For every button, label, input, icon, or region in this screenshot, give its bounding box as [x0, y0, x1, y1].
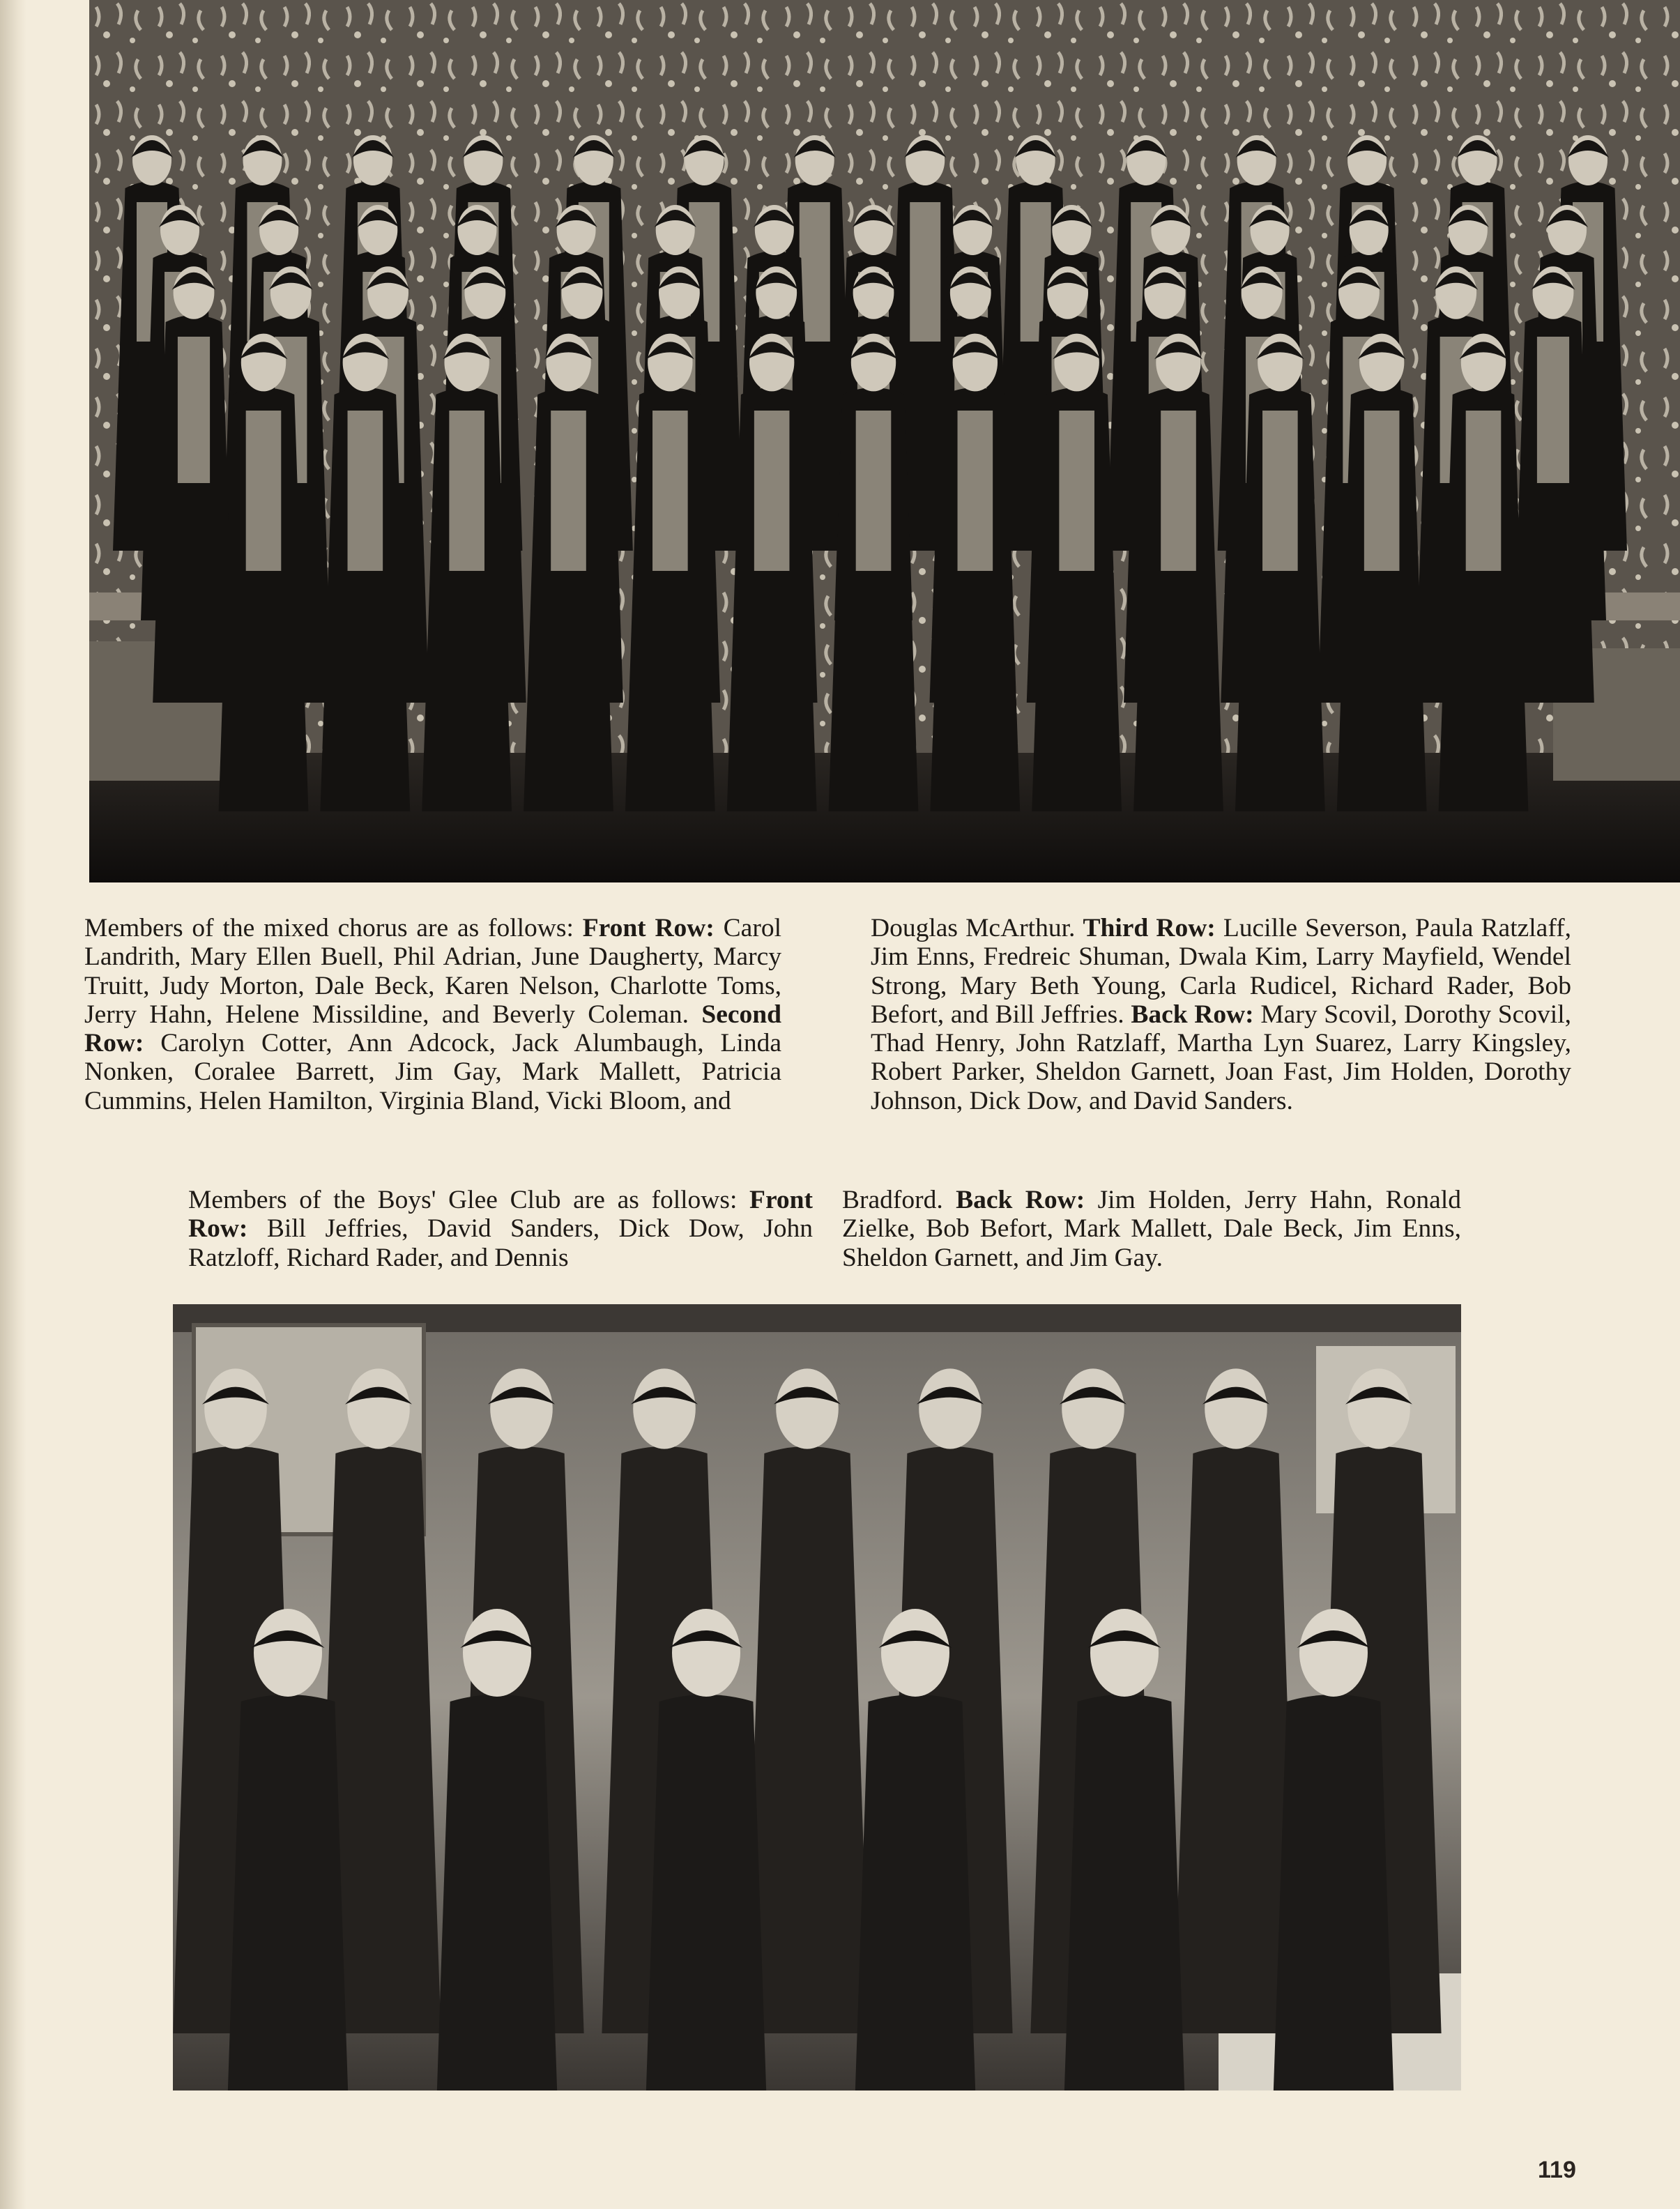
glee-club-caption-right	[842, 1186, 1461, 1272]
glee-front-row-names: Bill Jeffries, David Sanders, Dick Dow, John Ratzloff, Richard Rader, and Dennis	[188, 1214, 813, 1272]
chorus-third-row-names: Lucille Severson, Paula Ratzlaff, Jim Enns, Fredreic Shuman, Dwala Kim, Larry Mayfield, Wendel Strong, Mary Beth Young, Carla Rudicel, Richard Rader, Bob Befort, and Bill Jeffries.	[871, 914, 1571, 1029]
page-gutter-shadow	[0, 0, 26, 2209]
chorus-second-row-label: Second Row:	[84, 1000, 781, 1058]
mixed-chorus-photo	[89, 0, 1680, 882]
chorus-back-row-names: Mary Scovil, Dorothy Scovil, Thad Henry, John Ratzlaff, Martha Lyn Suarez, Larry Kingsley, Robert Parker, Sheldon Garnett, Joan Fast, Jim Holden, Dorothy Johnson, Dick Dow, and David Sanders.	[871, 1000, 1571, 1115]
glee-front-row-label: Front Row:	[188, 1186, 813, 1244]
chorus-front-row-label: Front Row:	[582, 914, 715, 942]
glee-club-caption-left	[188, 1186, 813, 1272]
glee-intro: Members of the Boys' Glee Club are as follows:	[188, 1186, 750, 1214]
chorus-front-row-names: Carol Landrith, Mary Ellen Buell, Phil Adrian, June Daugherty, Marcy Truitt, Judy Morton, Dale Beck, Karen Nelson, Charlotte Toms, Jerry Hahn, Helene Missildine, and Beverly Coleman.	[84, 914, 781, 1029]
glee-back-row-label: Back Row:	[956, 1186, 1085, 1214]
boys-glee-club-photo-image	[173, 1304, 1461, 2090]
chorus-third-row-label: Third Row:	[1083, 914, 1216, 942]
chorus-second-row-names: Carolyn Cotter, Ann Adcock, Jack Alumbaugh, Linda Nonken, Coralee Barrett, Jim Gay, Mark Mallett, Patricia Cummins, Helen Hamilton, Virginia Bland, Vicki Bloom, and	[84, 1029, 781, 1115]
mixed-chorus-caption-right	[871, 914, 1571, 1115]
chorus-second-row-names-cont: Douglas McArthur.	[871, 914, 1083, 942]
glee-front-row-names-cont: Bradford.	[842, 1186, 956, 1214]
mixed-chorus-photo-image	[89, 0, 1680, 882]
chorus-back-row-label: Back Row:	[1131, 1000, 1254, 1029]
boys-glee-club-photo	[173, 1304, 1461, 2090]
chorus-intro: Members of the mixed chorus are as follows:	[84, 914, 583, 942]
mixed-chorus-caption-left	[84, 914, 781, 1115]
glee-back-row-names: Jim Holden, Jerry Hahn, Ronald Zielke, Bob Befort, Mark Mallett, Dale Beck, Jim Enns, Sheldon Garnett, and Jim Gay.	[842, 1186, 1461, 1272]
page-number: 119	[1538, 2157, 1576, 2183]
